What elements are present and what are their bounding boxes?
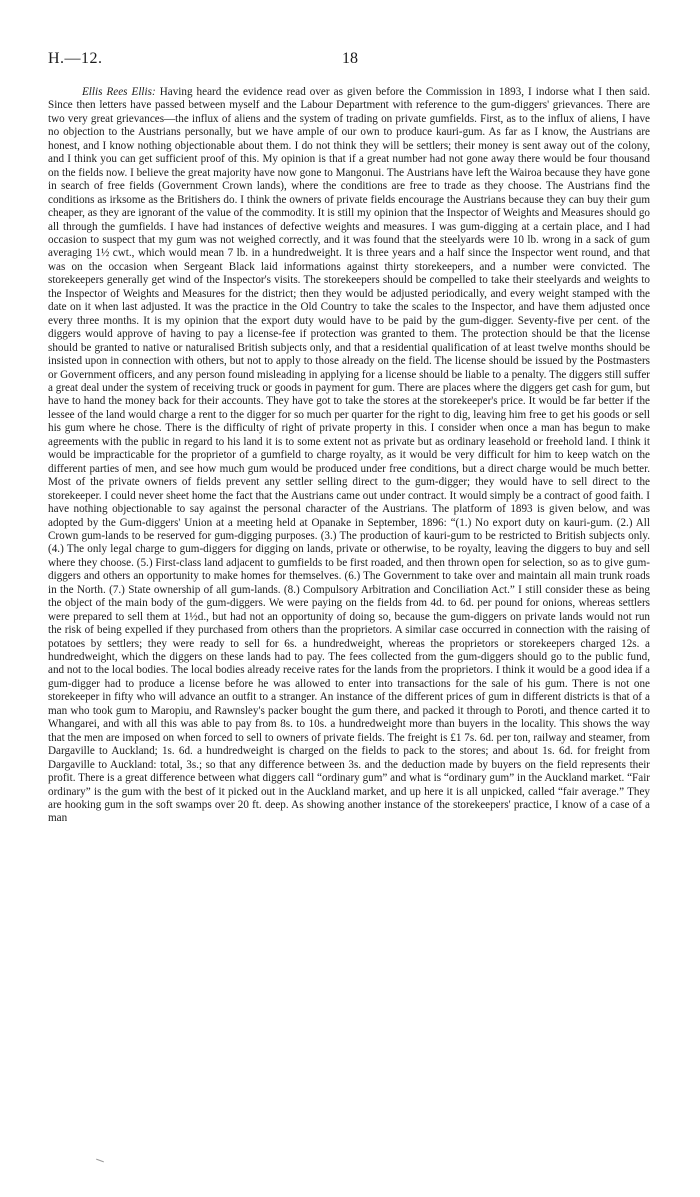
evidence-text: Having heard the evidence read over as given before the Commission in 1893, I indorse what I then said. Since then letters have passed between myself and the Labour Department with reference to the gum-diggers' grievances. There are two very great grievances—the influx of aliens and the system of trading on private gumfields. First, as to the influx of aliens, I have no objection to the Austrians personally, but we have ample of our own to produce kauri-gum. As far as I know, the Austrians are honest, and I know nothing objectionable about them. I do not think they will be settlers; their money is sent away out of the colony, and I think you can get sufficient proof of this. My opinion is that if a great number had not gone away there would be four thousand on the fields now. I believe the great majority have now gone to Mangonui. The Austrians have left the Wairoa because they have gone in search of free fields (Government Crown lands), where the conditions are free to trade as they choose. The Austrians find the conditions as irksome as the Britishers do. I think the owners of private fields encourage the Austrians because they can buy their gum cheaper, as they are ignorant of the value of the commodity. It is still my opinion that the Inspector of Weights and Measures should go all through the gumfields. I have had instances of defective weights and measures. I was gum-digging at a certain place, and I had occasion to suspect that my gum was not weighed correctly, and it was found that the steelyards were 10 lb. wrong in a sack of gum averaging 1½ cwt., which would mean 7 lb. in a hundredweight. It is three years and a half since the Inspector went round, and that was on the occasion when Sergeant Black laid informations against thirty storekeepers, and a number were convicted. The storekeepers generally get wind of the Inspector's visits. The storekeepers should be compelled to take their steelyards and weights to the Inspector of Weights and Measures for the district; then they would be adjusted periodically, and every weight stamped with the date on it when last adjusted. It was the practice in the Old Country to take the scales to the Inspector, and have them adjusted once every three months. It is my opinion that the export duty would have to be paid by the gum-digger. Seventy-five per cent. of the diggers would approve of having to pay a license-fee if protection was granted to them. The protection should be that the license should be granted to native or naturalised British subjects only, and that a residential qualification of at least twelve months should be insisted upon in connection with others, but not to apply to those already on the field. The license should be issued by the Postmasters or Government officers, and any person found misleading in applying for a license should be liable to a penalty. The diggers still suffer a great deal under the system of receiving truck or goods in payment for gum. There are places where the diggers get cash for gum, but have to hand the money back for their accounts. They have got to take the stores at the storekeeper's price. It would be far better if the lessee of the land would charge a rent to the digger for so much per quarter for the right to dig, leaving him free to get his goods or sell his gum where he chose. There is the difficulty of right of private property in this. I consider when once a man has begun to make agreements with the public in regard to his land it is to some extent not as private but as ordinary leasehold or freehold land. I think it would be impracticable for the proprietor of a gumfield to charge royalty, as it would be very difficult for him to keep watch on the different parties of men, and see how much gum would be produced under free conditions, but a direct charge would be much better. Most of the private owners of fields prevent any settler selling direct to the gum-digger; they would have to sell direct to the storekeeper. I could never sheet home the fact that the Austrians came out under contract. It would simply be a contract of good faith. I have nothing objectionable to say against the personal character of the Austrians. The platform of 1893 is given below, and was adopted by the Gum-diggers' Union at a meeting held at Opanake in September, 1896: “(1.) No export duty on kauri-gum. (2.) All Crown gum-lands to be reserved for gum-digging purposes. (3.) The production of kauri-gum to be restricted to British subjects only. (4.) The only legal charge to gum-diggers for digging on lands, private or otherwise, to be royalty, leaving the diggers to buy and sell where they choose. (5.) First-class land adjacent to gumfields to be first roaded, and then thrown open for selection, so as to give gum-diggers and others an opportunity to make homes for themselves. (6.) The Government to take over and maintain all main trunk roads in the North. (7.) State ownership of all gum-lands. (8.) Compulsory Arbitration and Conciliation Act.” I still consider these as being the object of the main body of the gum-diggers. We were paying on the fields from 4d. to 6d. per pound for onions, whereas settlers were prepared to sell them at 1½d., but had not an opportunity of doing so, because the gum-diggers on private lands would not run the risk of being expelled if they purchased from others than the proprietors. A similar case occurred in connection with the raising of potatoes by settlers; they were ready to sell for 6s. a hundredweight, whereas the proprietors or storekeepers charged 12s. a hundredweight, which the diggers on these lands had to pay. The fees collected from the gum-diggers should go to the public fund, and not to the local bodies. The local bodies already receive rates for the lands from the proprietors. I think it would be a good idea if a gum-digger had to produce a license before he was allowed to enter into transactions for the sale of his gum. There is not one storekeeper in fifty who will advance an outfit to a stranger. An instance of the different prices of gum in different districts is that of a man who took gum to Maropiu, and Rawnsley's packer bought the gum there, and packed it through to Poroti, and thence carted it to Whangarei, and with all this was able to pay from 8s. to 10s. a hundredweight more than buyers in the locality. This shows the way that the men are imposed on when forced to sell to owners of private fields. The freight is £1 7s. 6d. per ton, railway and steamer, from Dargaville to Auckland; 1s. 6d. a hundredweight is charged on the fields to pack to the stores; and about 1s. 6d. for freight from Dargaville to Auckland: total, 3s.; so that any difference between 3s. and the deduction made by buyers on the field represents their profit. There is a great difference between what diggers call “ordinary gum” and what is “ordinary gum” in the Auckland market. “Fair ordinary” is the gum with the best of it picked out in the Auckland market, and up here it is all unpicked, called “fair average.” They are hooking gum in the soft swamps over 20 ft. deep. As showing another instance of the storekeepers' practice, I know of a case of a man bbox=[48, 86, 650, 825]
evidence-body bbox=[48, 86, 650, 826]
page-number: 18 bbox=[342, 50, 358, 67]
evidence-paragraph bbox=[48, 86, 650, 826]
document-reference: H.—12. bbox=[48, 50, 103, 67]
page-header bbox=[48, 50, 652, 70]
speaker-name: Ellis Rees Ellis: bbox=[82, 86, 156, 98]
stray-mark bbox=[96, 1159, 104, 1163]
